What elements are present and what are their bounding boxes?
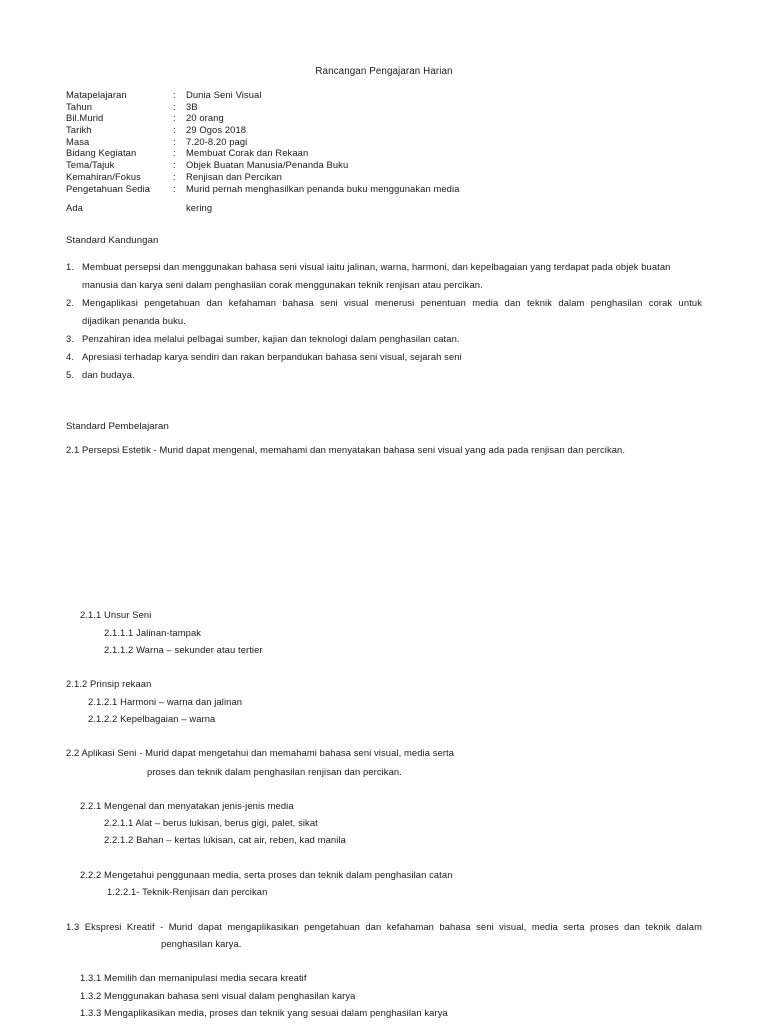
sp-line: 1.3.1 Memilih dan memanipulasi media secara kreatif bbox=[80, 972, 307, 983]
info-value: Renjisan dan Percikan bbox=[186, 171, 282, 182]
sp-line: 2.2.1 Mengenal dan menyatakan jenis-jenis media bbox=[80, 800, 294, 811]
list-number: 5. bbox=[66, 369, 75, 380]
info-label: Bidang Kegiatan bbox=[66, 147, 137, 158]
info-label: Tahun bbox=[66, 101, 93, 112]
info-value: 29 Ogos 2018 bbox=[186, 124, 247, 135]
info-value: Dunia Seni Visual bbox=[186, 89, 262, 100]
list-item: dijadikan penanda buku. bbox=[82, 315, 186, 326]
document-title: Rancangan Pengajaran Harian bbox=[315, 66, 453, 77]
info-colon: : bbox=[173, 112, 176, 123]
list-number: 3. bbox=[66, 333, 75, 344]
sp-line: 2.1.2.1 Harmoni – warna dan jalinan bbox=[88, 696, 243, 707]
sp-line: 2.1.2.2 Kepelbagaian – warna bbox=[88, 713, 216, 724]
info-value: 20 orang bbox=[186, 112, 224, 123]
info-label: Tarikh bbox=[66, 124, 92, 135]
info-colon: : bbox=[173, 101, 176, 112]
info-value: Murid pernah menghasilkan penanda buku menggunakan media bbox=[186, 183, 460, 194]
sp-line: 1.3.3 Mengaplikasikan media, proses dan teknik yang sesuai dalam penghasilan karya bbox=[80, 1007, 448, 1018]
info-value: 3B bbox=[186, 101, 198, 112]
info-label: Matapelajaran bbox=[66, 89, 127, 100]
info-value: kering bbox=[186, 202, 213, 213]
sp-line: 1.3.2 Menggunakan bahasa seni visual dalam penghasilan karya bbox=[80, 990, 356, 1001]
info-colon: : bbox=[173, 183, 176, 194]
list-item: Mengaplikasi pengetahuan dan kefahaman bahasa seni visual menerusi penentuan media dan teknik dalam penghasilan corak untuk bbox=[82, 297, 702, 308]
sp-line: 2.2.2 Mengetahui penggunaan media, serta proses dan teknik dalam penghasilan catan bbox=[80, 869, 453, 880]
list-number: 4. bbox=[66, 351, 75, 362]
info-colon: : bbox=[173, 89, 176, 100]
list-item: dan budaya. bbox=[82, 369, 135, 380]
sp-line: 2.2.1.1 Alat – berus lukisan, berus gigi, palet, sikat bbox=[104, 817, 318, 828]
standard-kandungan-heading: Standard Kandungan bbox=[66, 235, 159, 246]
info-label: Tema/Tajuk bbox=[66, 159, 115, 170]
info-value: Objek Buatan Manusia/Penanda Buku bbox=[186, 159, 349, 170]
sp-line: proses dan teknik dalam penghasilan renjisan dan percikan. bbox=[147, 766, 402, 777]
list-item: Membuat persepsi dan menggunakan bahasa seni visual iaitu jalinan, warna, harmoni, dan kepelbagaian yang terdapat pada objek buatan bbox=[82, 261, 671, 272]
info-colon: : bbox=[173, 124, 176, 135]
sp-line: 2.1.1 Unsur Seni bbox=[80, 609, 152, 620]
info-colon: : bbox=[173, 171, 176, 182]
sp-intro: 2.1 Persepsi Estetik - Murid dapat mengenal, memahami dan menyatakan bahasa seni visual yang ada pada renjisan dan percikan. bbox=[66, 444, 626, 455]
sp-line: 2.1.1.1 Jalinan-tampak bbox=[104, 627, 202, 638]
sp-line: 2.1.1.2 Warna – sekunder atau tertier bbox=[104, 644, 263, 655]
list-item: Penzahiran idea melalui pelbagai sumber, kajian dan teknologi dalam penghasilan catan. bbox=[82, 333, 460, 344]
list-number: 2. bbox=[66, 297, 75, 308]
info-colon: : bbox=[173, 159, 176, 170]
info-colon: : bbox=[173, 147, 176, 158]
sp-line: 1.2.2.1- Teknik-Renjisan dan percikan bbox=[107, 886, 268, 897]
info-label: Kemahiran/Fokus bbox=[66, 171, 141, 182]
sp-line: 2.2.1.2 Bahan – kertas lukisan, cat air, reben, kad manila bbox=[104, 834, 346, 845]
sp-line: penghasilan karya. bbox=[161, 938, 242, 949]
info-label: Ada bbox=[66, 202, 83, 213]
list-number: 1. bbox=[66, 261, 75, 272]
list-item: Apresiasi terhadap karya sendiri dan rakan berpandukan bahasa seni visual, sejarah seni bbox=[82, 351, 462, 362]
sp-line: 2.2 Aplikasi Seni - Murid dapat mengetahui dan memahami bahasa seni visual, media serta bbox=[66, 747, 455, 758]
standard-pembelajaran-heading: Standard Pembelajaran bbox=[66, 421, 169, 432]
info-value: Membuat Corak dan Rekaan bbox=[186, 147, 309, 158]
info-label: Masa bbox=[66, 136, 90, 147]
list-item: manusia dan karya seni dalam penghasilan corak menggunakan teknik renjisan atau percikan. bbox=[82, 279, 483, 290]
info-label: Pengetahuan Sedia bbox=[66, 183, 151, 194]
sp-line: 1.3 Ekspresi Kreatif - Murid dapat mengaplikasikan pengetahuan dan kefahaman bahasa seni visual, media serta proses dan teknik dalam bbox=[66, 921, 702, 932]
info-colon: : bbox=[173, 136, 176, 147]
sp-line: 2.1.2 Prinsip rekaan bbox=[66, 678, 152, 689]
info-label: Bil.Murid bbox=[66, 112, 104, 123]
info-value: 7.20-8.20 pagi bbox=[186, 136, 248, 147]
